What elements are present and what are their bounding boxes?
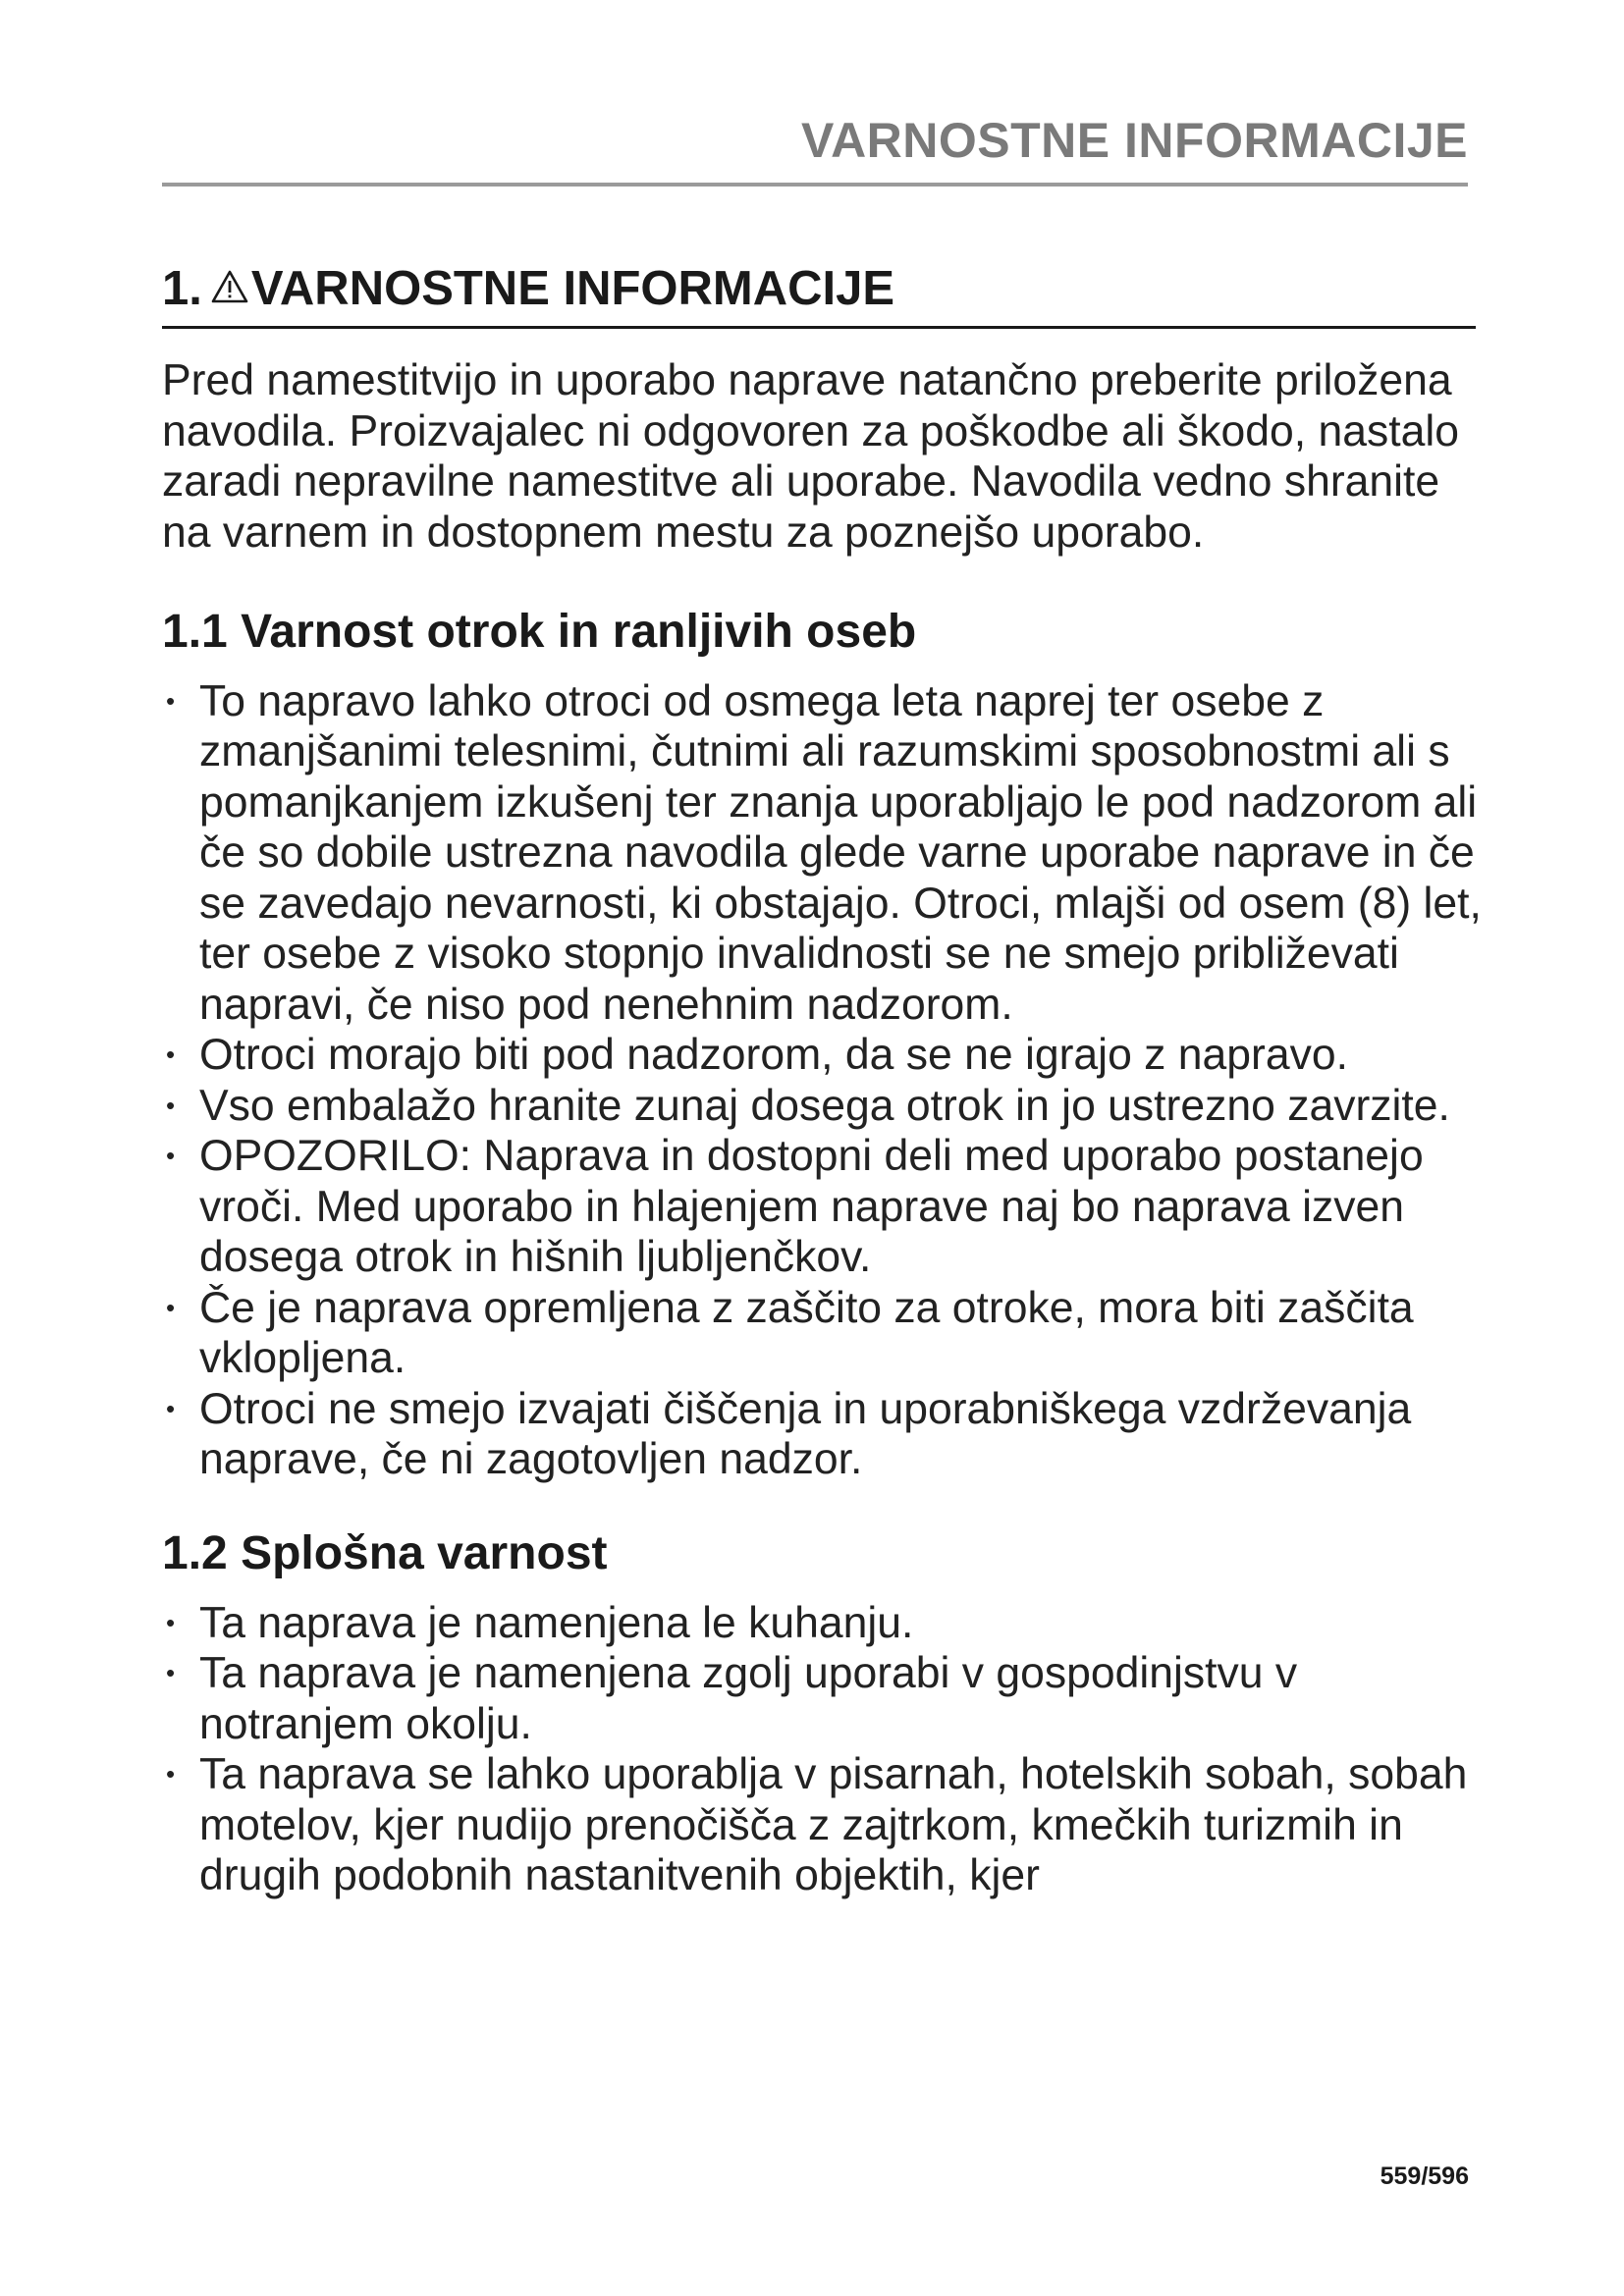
list-item-text: Ta naprava je namenjena zgolj uporabi v gospodinjstvu v notranjem okolju. (199, 1649, 1298, 1748)
section-number: 1. (162, 262, 202, 315)
page-content (162, 355, 1483, 1901)
bullet-icon: • (166, 1658, 176, 1688)
list-item (162, 676, 1483, 1031)
running-header: VARNOSTNE INFORMACIJE (800, 113, 1468, 168)
page-number: 559/596 (1380, 2163, 1469, 2190)
list-item-text: OPOZORILO: Naprava in dostopni deli med uporabo postanejo vroči. Med uporabo in hlajenjem naprave naj bo naprava izven dosega otrok in hišnih ljubljenčkov. (199, 1132, 1424, 1282)
list-item (162, 1081, 1483, 1132)
bullet-icon: • (166, 1607, 176, 1637)
general-safety-list (162, 1598, 1483, 1901)
list-item-text: Če je naprava opremljena z zaščito za otroke, mora biti zaščita vklopljena. (199, 1283, 1414, 1383)
intro-paragraph: Pred namestitvijo in uporabo naprave natančno preberite priložena navodila. Proizvajalec ni odgovoren za poškodbe ali škodo, nastalo zaradi nepravilne namestitve ali uporabe. Navodila vedno shranite na varnem in dostopnem mestu za poznejšo uporabo. (162, 356, 1460, 557)
section-title (162, 263, 1476, 329)
bullet-icon: • (166, 1090, 176, 1120)
list-item (162, 1131, 1483, 1283)
list-item-text: Ta naprava se lahko uporablja v pisarnah, hotelskih sobah, sobah motelov, kjer nudijo prenočišča z zajtrkom, kmečkih turizmih in drugih podobnih nastanitvenih objektih, kjer (199, 1750, 1468, 1900)
warning-triangle-icon (210, 263, 249, 316)
list-item-text: Otroci morajo biti pod nadzorom, da se ne igrajo z napravo. (199, 1031, 1348, 1080)
subsection-heading-general-safety: 1.2 Splošna varnost (162, 1526, 608, 1579)
list-item-text: Vso embalažo hranite zunaj dosega otrok in jo ustrezno zavrzite. (199, 1081, 1450, 1130)
bullet-icon: • (166, 1141, 176, 1171)
list-item (162, 1749, 1483, 1901)
list-item (162, 1283, 1483, 1384)
list-item (162, 1030, 1483, 1081)
list-item (162, 1598, 1483, 1649)
list-item-text: To napravo lahko otroci od osmega leta naprej ter osebe z zmanjšanimi telesnimi, čutnimi ali razumskimi sposobnostmi ali s pomanjkanjem izkušenj ter znanja uporabljajo le pod nadzorom ali če so dobile ustrezna navodila glede varne uporabe naprave in če se zavedajo nevarnosti, ki obstajajo. Otroci, mlajši od osem (8) let, ter osebe z visoko stopnjo invalidnosti se ne smejo približevati napravi, če niso pod nenehnim nadzorom. (199, 676, 1482, 1029)
list-item (162, 1648, 1483, 1749)
list-item-text: Ta naprava je namenjena le kuhanju. (199, 1598, 914, 1647)
header-rule (162, 183, 1468, 187)
bullet-icon: • (166, 1759, 176, 1789)
list-item-text: Otroci ne smejo izvajati čiščenja in uporabniškega vzdrževanja naprave, če ni zagotovljen nadzor. (199, 1384, 1412, 1484)
list-item (162, 1384, 1483, 1485)
child-safety-list (162, 676, 1483, 1485)
bullet-icon: • (166, 1040, 176, 1070)
bullet-icon: • (166, 1393, 176, 1423)
bullet-icon: • (166, 1292, 176, 1322)
section-title-text: VARNOSTNE INFORMACIJE (250, 262, 895, 315)
subsection-heading-child-safety: 1.1 Varnost otrok in ranljivih oseb (162, 606, 917, 658)
bullet-icon: • (166, 685, 176, 716)
